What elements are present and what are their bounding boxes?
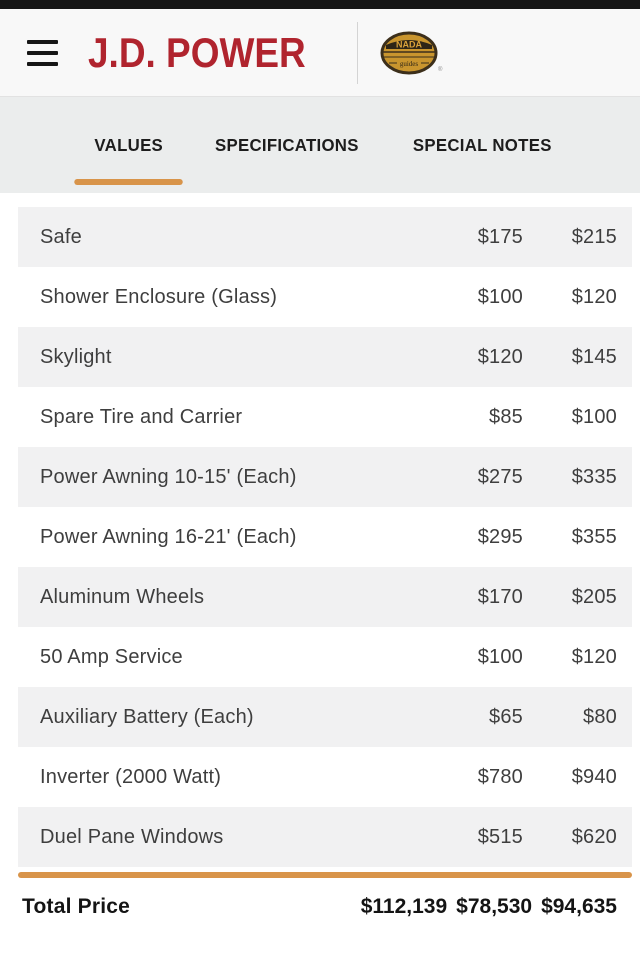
app-header [0,9,640,97]
option-label: Shower Enclosure (Glass) [40,285,278,308]
option-price-low: $780 [477,765,523,788]
option-price-low: $170 [477,585,523,608]
table-row [18,507,632,567]
tab-specifications[interactable]: SPECIFICATIONS [215,134,360,155]
option-price-low: $85 [489,405,523,428]
option-price-avg: $940 [571,765,617,788]
option-label: Power Awning 10-15' (Each) [40,465,297,488]
option-label: Inverter (2000 Watt) [40,765,222,788]
option-price-low: $100 [477,285,523,308]
total-low-retail: $78,530 [456,895,533,918]
table-row [18,387,632,447]
nada-guides-logo-icon [380,31,443,75]
options-table [18,207,632,867]
table-row [18,267,632,327]
option-label: Aluminum Wheels [40,585,205,608]
total-price-values [361,895,617,919]
option-price-avg: $120 [571,645,617,668]
table-row [18,687,632,747]
jd-power-logo[interactable]: J.D. POWER [88,28,306,76]
option-price-low: $120 [477,345,523,368]
table-row [18,567,632,627]
option-label: Safe [40,225,82,248]
total-average-retail: $94,635 [541,895,617,918]
option-price-low: $175 [477,225,523,248]
option-price-avg: $620 [571,825,617,848]
header-divider [357,22,358,84]
tab-special-notes[interactable]: SPECIAL NOTES [413,134,552,155]
option-price-avg: $335 [571,465,617,488]
table-row [18,807,632,867]
table-row [18,327,632,387]
option-price-avg: $145 [571,345,617,368]
tab-bar [0,97,640,193]
option-price-avg: $205 [571,585,617,608]
option-price-low: $100 [477,645,523,668]
table-row [18,747,632,807]
total-price-row [0,878,640,936]
total-list-price: $112,139 [360,895,448,918]
option-price-avg: $100 [571,405,617,428]
option-label: Skylight [40,345,112,368]
option-price-low: $65 [489,705,523,728]
option-price-low: $275 [477,465,523,488]
option-price-avg: $355 [571,525,617,548]
option-price-avg: $120 [571,285,617,308]
option-price-avg: $215 [571,225,617,248]
table-row [18,627,632,687]
table-row [18,207,632,267]
status-bar [0,0,640,9]
svg-text:NADA: NADA [396,39,423,49]
hamburger-menu-icon[interactable] [27,40,58,66]
option-label: Duel Pane Windows [40,825,224,848]
option-label: Spare Tire and Carrier [40,405,243,428]
option-label: 50 Amp Service [40,645,183,668]
table-row [18,447,632,507]
registered-trademark-mark: ® [437,66,443,73]
option-price-avg: $80 [583,705,617,728]
tab-values[interactable]: VALUES [72,97,185,193]
values-panel [0,193,640,936]
option-label: Power Awning 16-21' (Each) [40,525,297,548]
option-label: Auxiliary Battery (Each) [40,705,254,728]
option-price-low: $515 [477,825,523,848]
svg-text:guides: guides [400,59,419,68]
option-price-low: $295 [477,525,523,548]
total-price-label: Total Price [22,895,131,918]
